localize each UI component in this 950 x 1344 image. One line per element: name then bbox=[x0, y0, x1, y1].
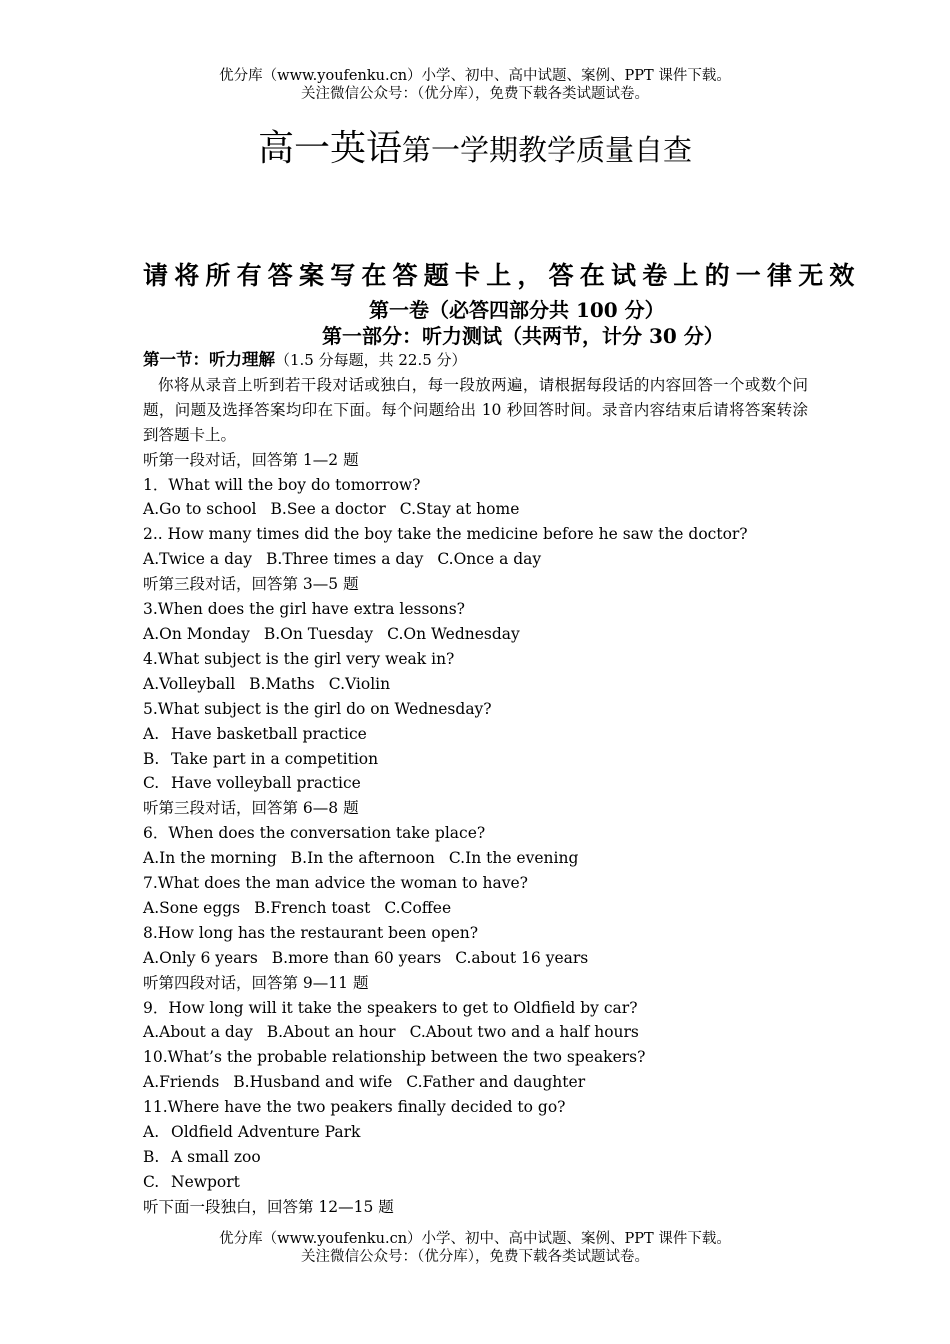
option-letter: C. bbox=[143, 1172, 160, 1191]
question-3-stem: 3.When does the girl have extra lessons? bbox=[143, 600, 465, 619]
option-c: C.Once a day bbox=[437, 550, 542, 569]
question-5-option-b bbox=[143, 747, 808, 772]
question-1-options bbox=[143, 497, 808, 522]
group-instruction-4: 听第四段对话，回答第 9—11 题 bbox=[143, 973, 369, 992]
option-b: B.French toast bbox=[254, 898, 371, 917]
question-2-stem: 2.. How many times did the boy take the medicine before he saw the doctor? bbox=[143, 525, 748, 544]
header-banner bbox=[0, 67, 950, 103]
exam-title bbox=[0, 124, 950, 180]
exam-title-subject: 高一英语 bbox=[257, 128, 402, 169]
group-instruction-5: 听下面一段独白，回答第 12—15 题 bbox=[143, 1197, 394, 1216]
part-heading: 第一部分：听力测试（共两节，计分 30 分） bbox=[322, 324, 724, 348]
question-2-options bbox=[143, 547, 808, 572]
option-c: C.Coffee bbox=[384, 898, 452, 917]
option-text: A small zoo bbox=[171, 1148, 261, 1166]
question-4-options bbox=[143, 672, 808, 697]
question-8-stem: 8.How long has the restaurant been open? bbox=[143, 923, 479, 942]
question-8-options bbox=[143, 946, 808, 971]
option-text: Have basketball practice bbox=[171, 724, 367, 743]
option-b: B.On Tuesday bbox=[263, 624, 374, 643]
question-9-options bbox=[143, 1020, 808, 1045]
option-c: C.Stay at home bbox=[399, 500, 520, 519]
question-5-stem: 5.What subject is the girl do on Wednesday? bbox=[143, 699, 492, 718]
option-c: C.Father and daughter bbox=[406, 1073, 586, 1092]
option-a: A.Twice a day bbox=[143, 550, 252, 569]
option-a: A.Friends bbox=[143, 1073, 220, 1092]
group-instruction-2: 听第三段对话，回答第 3—5 题 bbox=[143, 575, 359, 594]
volume-heading: 第一卷（必答四部分共 100 分） bbox=[369, 298, 665, 322]
option-c: C.about 16 years bbox=[455, 948, 589, 967]
option-a: A.Sone eggs bbox=[143, 898, 241, 917]
option-b: B.See a doctor bbox=[270, 500, 386, 519]
exam-content bbox=[143, 348, 808, 1220]
group-instruction-3: 听第三段对话，回答第 6—8 题 bbox=[143, 799, 359, 818]
option-a: A.About a day bbox=[143, 1023, 253, 1042]
option-c: C.Violin bbox=[328, 674, 391, 693]
option-a: A.Volleyball bbox=[143, 674, 236, 693]
question-11-option-b bbox=[143, 1145, 808, 1170]
question-9-stem: 9．How long will it take the speakers to get to Oldfield by car? bbox=[143, 998, 638, 1017]
question-11-option-a bbox=[143, 1120, 808, 1145]
question-6-options bbox=[143, 846, 808, 871]
option-c: C.About two and a half hours bbox=[409, 1023, 639, 1042]
option-letter: C. bbox=[143, 774, 160, 793]
option-b: B.Maths bbox=[249, 674, 315, 693]
group-instruction-1: 听第一段对话，回答第 1—2 题 bbox=[143, 450, 359, 469]
section-title bbox=[143, 348, 808, 373]
footer-line-1: 优分库（www.youfenku.cn）小学、初中、高中试题、案例、PPT 课件下载。 bbox=[219, 1231, 731, 1247]
option-b: B.In the afternoon bbox=[290, 849, 435, 868]
question-4-stem: 4.What subject is the girl very weak in? bbox=[143, 649, 455, 668]
option-b: B.Three times a day bbox=[266, 550, 424, 569]
option-b: B.more than 60 years bbox=[271, 948, 442, 967]
option-c: C.On Wednesday bbox=[387, 624, 520, 643]
option-text: Have volleyball practice bbox=[171, 774, 361, 793]
option-a: A.On Monday bbox=[143, 624, 250, 643]
option-text: Oldfield Adventure Park bbox=[171, 1123, 361, 1142]
option-letter: B. bbox=[143, 749, 160, 768]
option-b: B.About an hour bbox=[266, 1023, 396, 1042]
option-letter: A. bbox=[143, 1123, 160, 1142]
question-10-stem: 10.What’s the probable relationship between the two speakers? bbox=[143, 1048, 646, 1067]
exam-title-rest: 第一学期教学质量自查 bbox=[402, 133, 693, 167]
footer-banner bbox=[0, 1230, 950, 1266]
option-a: A.Go to school bbox=[143, 500, 257, 519]
option-a: A.Only 6 years bbox=[143, 948, 258, 967]
option-c: C.In the evening bbox=[448, 849, 579, 868]
question-5-option-c bbox=[143, 771, 808, 796]
option-letter: B. bbox=[143, 1148, 160, 1166]
option-letter: A. bbox=[143, 724, 160, 743]
question-6-stem: 6．When does the conversation take place? bbox=[143, 824, 486, 843]
question-7-options bbox=[143, 896, 808, 921]
header-line-2: 关注微信公众号：（优分库），免费下载各类试题试卷。 bbox=[301, 86, 649, 102]
option-text: Newport bbox=[171, 1172, 240, 1191]
answer-sheet-notice: 请将所有答案写在答题卡上，答在试卷上的一律无效 bbox=[143, 261, 861, 290]
footer-line-2: 关注微信公众号：（优分库），免费下载各类试题试卷。 bbox=[301, 1249, 649, 1265]
header-line-1: 优分库（www.youfenku.cn）小学、初中、高中试题、案例、PPT 课件下载。 bbox=[219, 68, 731, 84]
option-b: B.Husband and wife bbox=[233, 1073, 393, 1092]
option-text: Take part in a competition bbox=[171, 749, 379, 768]
question-7-stem: 7.What does the man advice the woman to have? bbox=[143, 874, 528, 893]
section-score-note: （1.5 分每题，共 22.5 分） bbox=[275, 351, 467, 369]
question-3-options bbox=[143, 622, 808, 647]
question-5-option-a bbox=[143, 722, 808, 747]
option-a: A.In the morning bbox=[143, 849, 277, 868]
question-10-options bbox=[143, 1070, 808, 1095]
question-1-stem: 1．What will the boy do tomorrow? bbox=[143, 475, 421, 494]
section-instructions: 你将从录音上听到若干段对话或独白，每一段放两遍，请根据每段话的内容回答一个或数个问题，问题及选择答案均印在下面。每个问题给出 10 秒回答时间。录音内容结束后请将答案转涂到答题卡上。 bbox=[143, 375, 808, 444]
section-title-text: 第一节：听力理解 bbox=[143, 350, 275, 369]
question-11-stem: 11.Where have the two peakers finally decided to go? bbox=[143, 1098, 566, 1117]
question-11-option-c bbox=[143, 1170, 808, 1195]
